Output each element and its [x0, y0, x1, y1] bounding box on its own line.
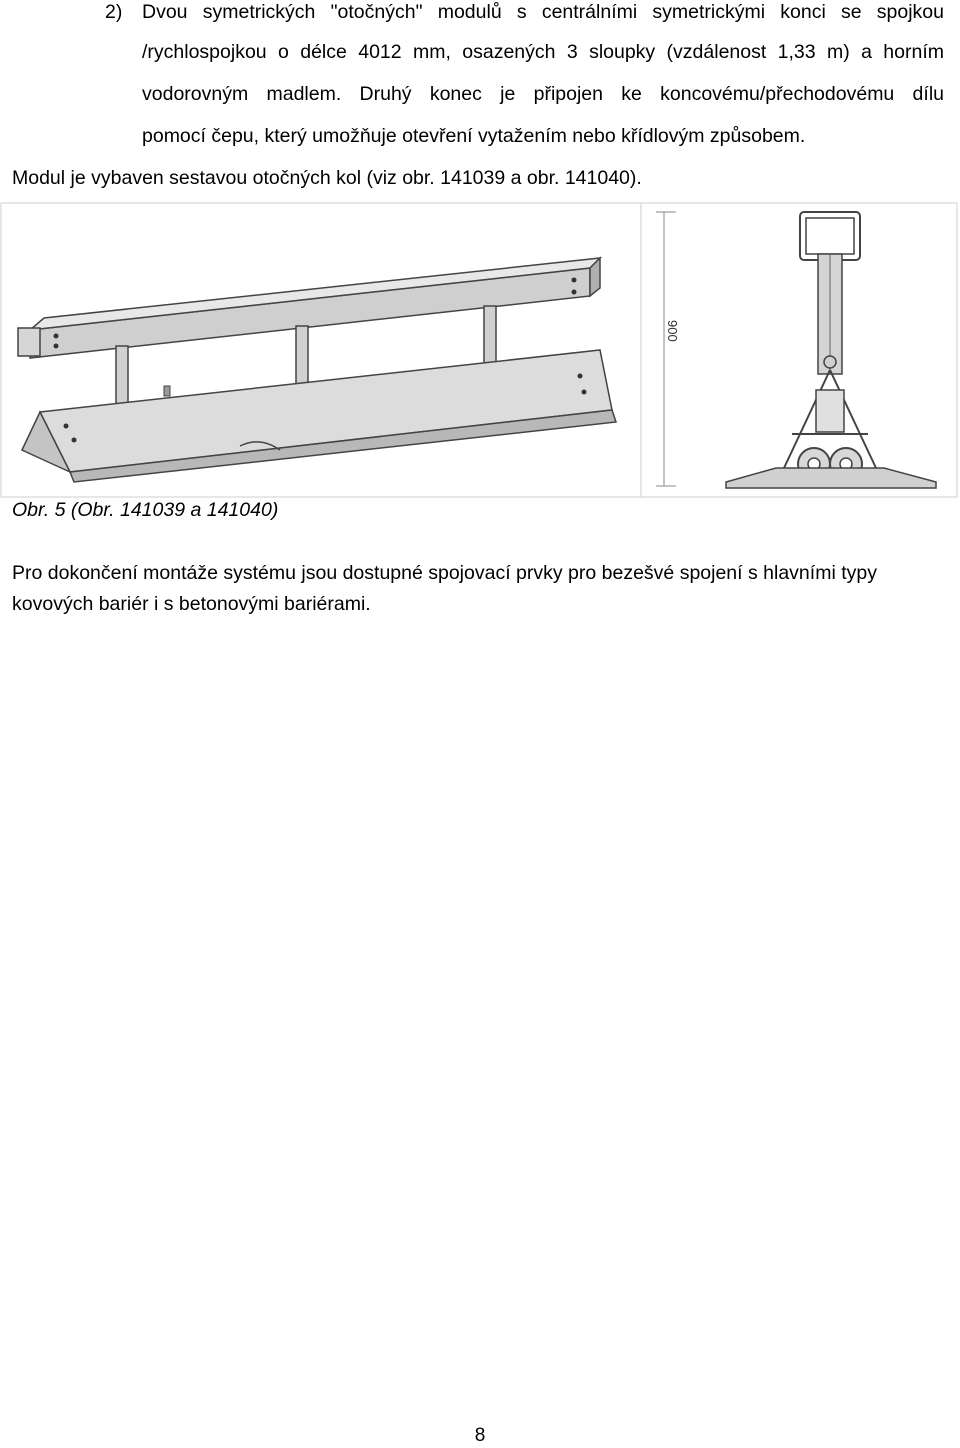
list-item-line-2: /rychlospojkou o délce 4012 mm, osazených 3 sloupky (vzdálenost 1,33 m) a horním: [142, 41, 944, 63]
list-item-line-1: Dvou symetrických "otočných" modulů s centrálními symetrickými konci se spojkou: [142, 1, 944, 23]
list-number: 2): [105, 1, 123, 23]
paragraph-completion-line-2: kovových bariér i s betonovými bariérami.: [12, 593, 371, 615]
paragraph-module: Modul je vybaven sestavou otočných kol (viz obr. 141039 a obr. 141040).: [12, 167, 642, 189]
barrier-module-figure: [0, 200, 960, 500]
paragraph-completion-line-1: Pro dokončení montáže systému jsou dostupné spojovací prvky pro bezešvé spojení s hlavními typy: [12, 562, 877, 584]
dimension-label: 900: [665, 320, 680, 342]
page-number: 8: [474, 1425, 486, 1446]
list-item-line-4: pomocí čepu, který umožňuje otevření vytažením nebo křídlovým způsobem.: [142, 125, 806, 147]
figure-caption: Obr. 5 (Obr. 141039 a 141040): [12, 499, 279, 521]
list-item-line-3: vodorovným madlem. Druhý konec je připojen ke koncovému/přechodovému dílu: [142, 83, 944, 105]
